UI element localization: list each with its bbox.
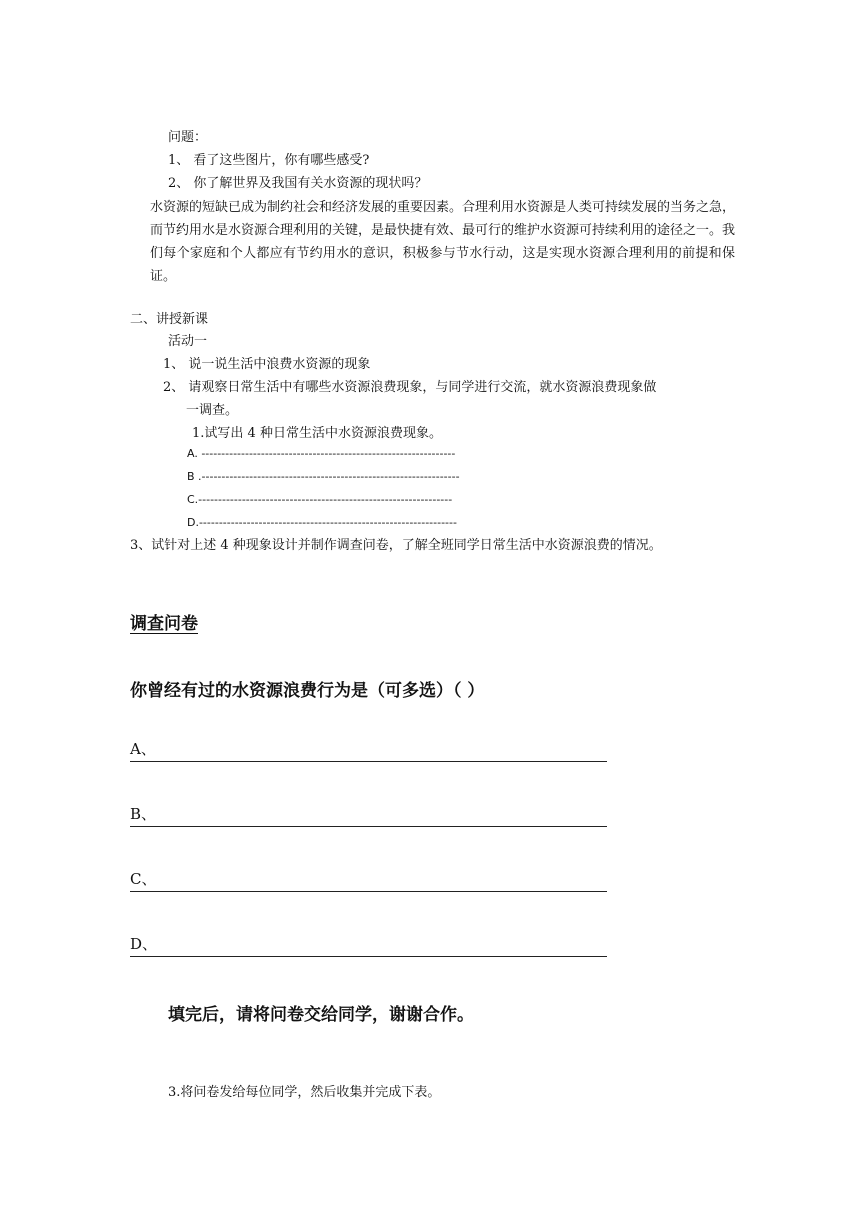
- blank-line-b: B .-----------------------------------------------------------------: [187, 470, 460, 483]
- blank-line-d: D.-----------------------------------------------------------------: [187, 516, 457, 529]
- survey-question: 你曾经有过的水资源浪费行为是（可多选）（ ）: [130, 681, 485, 701]
- task-3: 3、试针对上述 4 种现象设计并制作调查问卷，了解全班同学日常生活中水资源浪费的情况。: [130, 538, 662, 553]
- survey-option-c: C、: [130, 867, 607, 892]
- blank-line-c: C.----------------------------------------------------------------: [187, 493, 453, 506]
- survey-title: 调查问卷: [130, 614, 198, 634]
- survey-option-b: B、: [130, 802, 607, 827]
- survey-option-d: D、: [130, 932, 607, 957]
- survey-option-a: A、: [130, 737, 607, 762]
- survey-thanks: 填完后，请将问卷交给同学，谢谢合作。: [168, 1005, 474, 1025]
- section-heading: 二、讲授新课: [130, 312, 209, 327]
- activity-label: 活动一: [168, 334, 208, 349]
- footer-note: 3.将问卷发给每位同学，然后收集并完成下表。: [168, 1085, 441, 1100]
- questions-heading: 问题：: [168, 130, 208, 145]
- activity-item-1: 1、 说一说生活中浪费水资源的现象: [163, 357, 371, 372]
- subtask-instruction: 1.试写出 4 种日常生活中水资源浪费现象。: [192, 426, 442, 441]
- blank-line-a: A. ----------------------------------------------------------------: [187, 447, 456, 460]
- question-2: 2、 你了解世界及我国有关水资源的现状吗？: [168, 176, 428, 191]
- question-1: 1、 看了这些图片，你有哪些感受?: [168, 153, 370, 168]
- activity-item-2: 2、 请观察日常生活中有哪些水资源浪费现象，与同学进行交流，就水资源浪费现象做: [163, 380, 657, 395]
- intro-paragraph: 水资源的短缺已成为制约社会和经济发展的重要因素。合理利用水资源是人类可持续发展的当务之急，而节约用水是水资源合理利用的关键，是最快捷有效、最可行的维护水资源可持续利用的途径之一。我们每个家庭和个人都应有节约用水的意识，积极参与节水行动，这是实现水资源合理利用的前提和保证。: [150, 200, 736, 284]
- activity-item-2-continued: 一调查。: [186, 403, 239, 418]
